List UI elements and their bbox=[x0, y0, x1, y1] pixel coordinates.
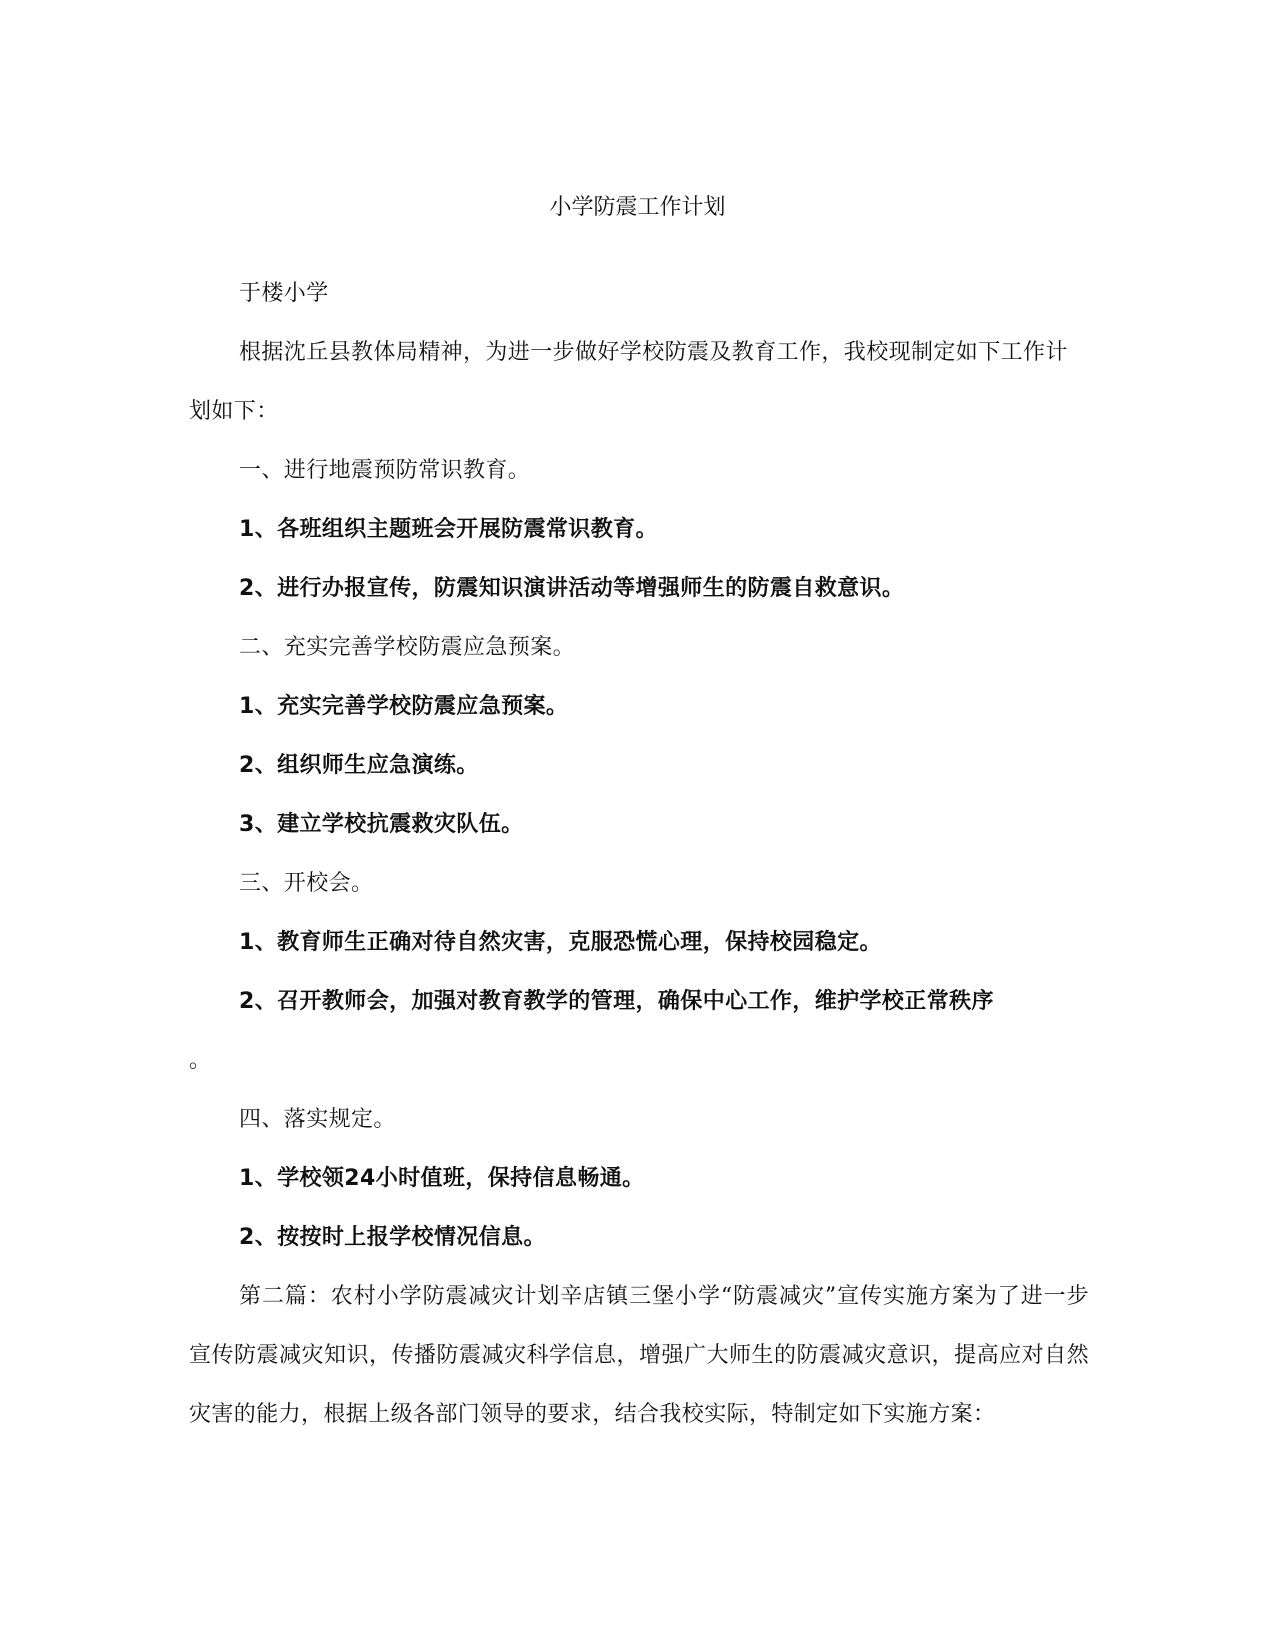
paragraph: 3、建立学校抗震救灾队伍。 bbox=[239, 812, 524, 837]
paragraph: 2、组织师生应急演练。 bbox=[239, 753, 479, 778]
paragraph: 二、充实完善学校防震应急预案。 bbox=[239, 635, 576, 660]
paragraph: 。 bbox=[189, 1048, 212, 1073]
paragraph: 2、进行办报宣传，防震知识演讲活动等增强师生的防震自救意识。 bbox=[239, 576, 905, 601]
paragraph: 2、按按时上报学校情况信息。 bbox=[239, 1225, 546, 1250]
paragraph: 1、教育师生正确对待自然灾害，克服恐慌心理，保持校园稳定。 bbox=[239, 930, 882, 955]
document-title: 小学防震工作计划 bbox=[549, 195, 726, 220]
paragraph: 1、各班组织主题班会开展防震常识教育。 bbox=[239, 517, 658, 542]
paragraph: 根据沈丘县教体局精神，为进一步做好学校防震及教育工作，我校现制定如下工作计划如下： bbox=[189, 340, 1068, 424]
paragraph: 于楼小学 bbox=[239, 281, 329, 306]
paragraph: 1、学校领24小时值班，保持信息畅通。 bbox=[239, 1166, 645, 1191]
paragraph: 四、落实规定。 bbox=[239, 1107, 396, 1132]
paragraph: 2、召开教师会，加强对教育教学的管理，确保中心工作，维护学校正常秩序 bbox=[239, 989, 994, 1014]
paragraph: 一、进行地震预防常识教育。 bbox=[239, 458, 531, 483]
paragraph: 1、充实完善学校防震应急预案。 bbox=[239, 694, 569, 719]
document-body bbox=[189, 264, 1089, 1444]
paragraph: 三、开校会。 bbox=[239, 871, 374, 896]
paragraph: 第二篇：农村小学防震减灾计划辛店镇三堡小学“防震减灾”宣传实施方案为了进一步宣传防震减灾知识，传播防震减灾科学信息，增强广大师生的防震减灾意识，提高应对自然灾害的能力，根据上级各部门领导的要求，结合我校实际，特制定如下实施方案： bbox=[189, 1284, 1089, 1427]
